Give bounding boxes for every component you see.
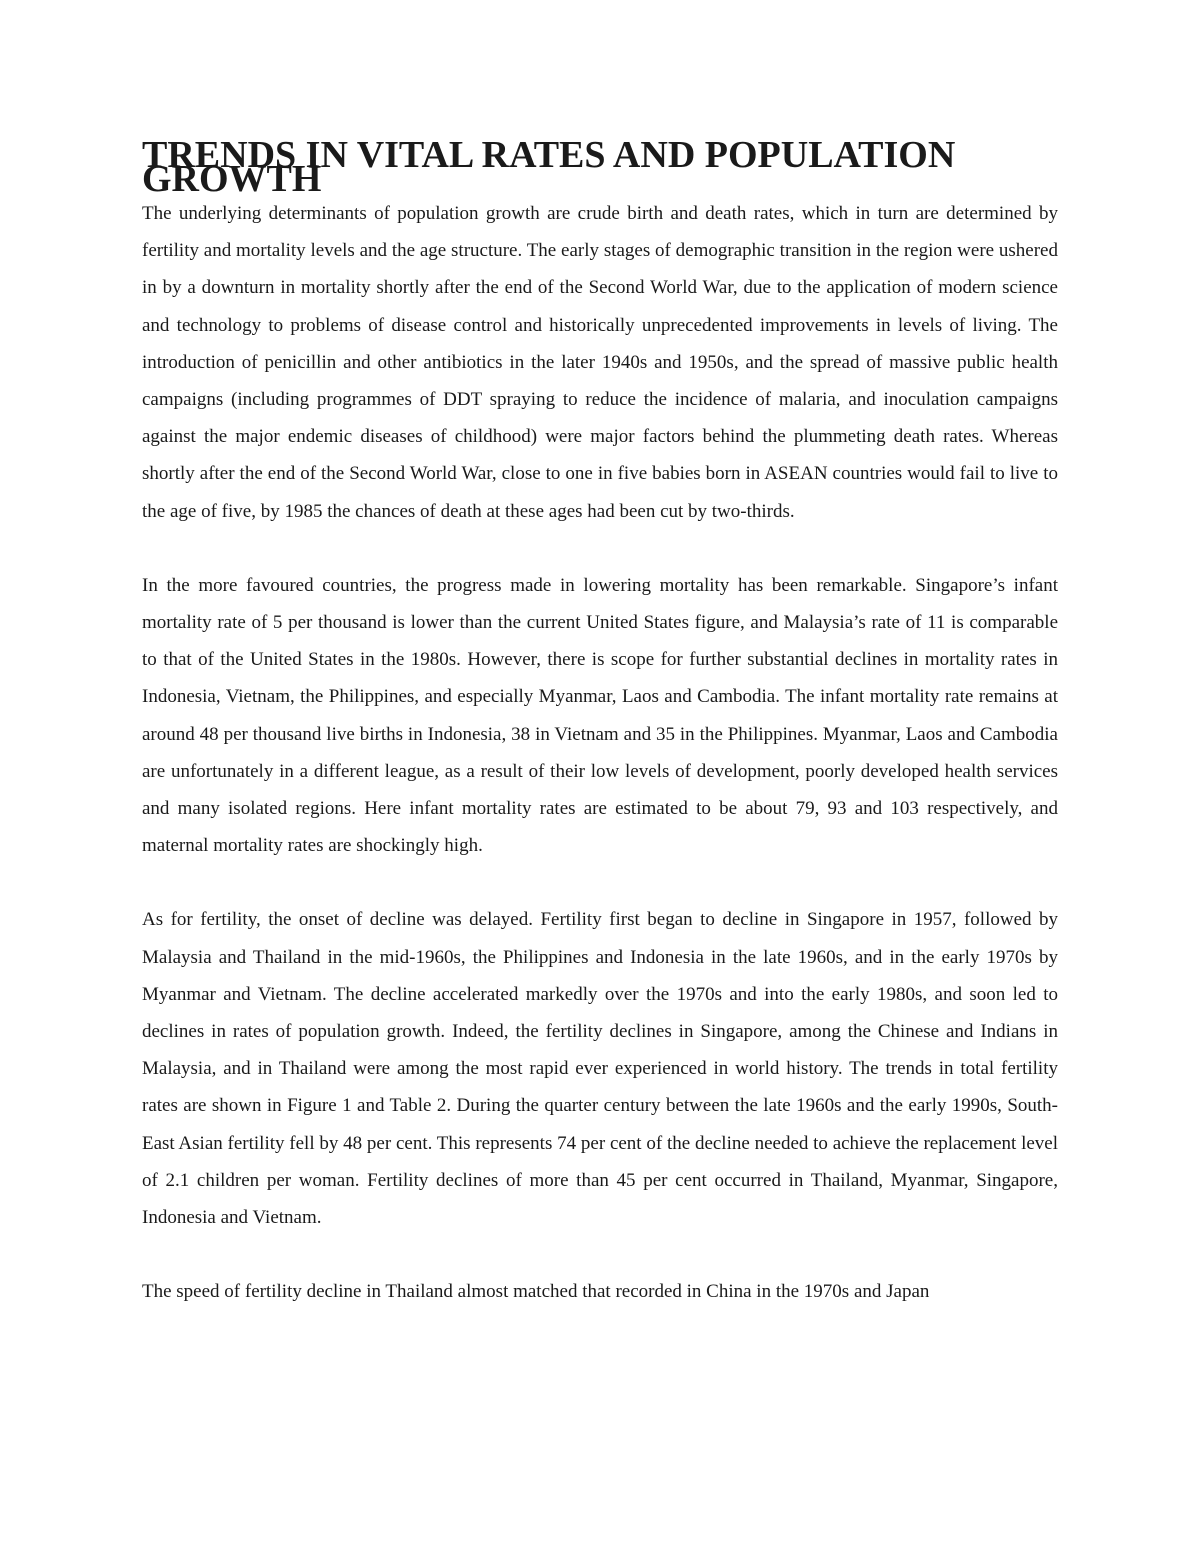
paragraph-infant-mortality: In the more favoured countries, the progress made in lowering mortality has been remarkable. Singapore’s infant mortality rate of 5 per thousand is lower than the current United States figure, and Malaysia’s rate of 11 is comparable to that of the United States in the 1980s. However, there is scope for further substantial declines in mortality rates in Indonesia, Vietnam, the Philippines, and especially Myanmar, Laos and Cambodia. The infant mortality rate remains at around 48 per thousand live births in Indonesia, 38 in Vietnam and 35 in the Philippines. Myanmar, Laos and Cambodia are unfortunately in a different league, as a result of their low levels of development, poorly developed health services and many isolated regions. Here infant mortality rates are estimated to be about 79, 93 and 103 respectively, and maternal mortality rates are shockingly high. (142, 574, 1058, 857)
document-page (142, 134, 1058, 1310)
paragraph-gap (142, 864, 1058, 901)
paragraph-thailand-speed: The speed of fertility decline in Thailand almost matched that recorded in China in the 1970s and Japan (142, 1281, 930, 1303)
paragraph-gap (142, 530, 1058, 567)
paragraph-gap (142, 1236, 1058, 1273)
document-heading: TRENDS IN VITAL RATES AND POPULATION GROWTH (142, 134, 956, 200)
paragraph-fertility-decline: As for fertility, the onset of decline was delayed. Fertility first began to decline in Singapore in 1957, followed by Malaysia and Thailand in the mid-1960s, the Philippines and Indonesia in the late 1960s, and in the early 1970s by Myanmar and Vietnam. The decline accelerated markedly over the 1970s and into the early 1980s, and soon led to declines in rates of population growth. Indeed, the fertility declines in Singapore, among the Chinese and Indians in Malaysia, and in Thailand were among the most rapid ever experienced in world history. The trends in total fertility rates are shown in Figure 1 and Table 2. During the quarter century between the late 1960s and the early 1990s, South- East Asian fertility fell by 48 per cent. This represents 74 per cent of the decline needed to achieve the replacement level of 2.1 children per woman. Fertility declines of more than 45 per cent occurred in Thailand, Myanmar, Singapore, Indonesia and Vietnam. (142, 909, 1058, 1229)
paragraph-mortality-transition: The underlying determinants of population growth are crude birth and death rates, which in turn are determined by fertility and mortality levels and the age structure. The early stages of demographic transition in the region were ushered in by a downturn in mortality shortly after the end of the Second World War, due to the application of modern science and technology to problems of disease control and historically unprecedented improvements in levels of living. The introduction of penicillin and other antibiotics in the later 1940s and 1950s, and the spread of massive public health campaigns (including programmes of DDT spraying to reduce the incidence of malaria, and inoculation campaigns against the major endemic diseases of childhood) were major factors behind the plummeting death rates. Whereas shortly after the end of the Second World War, close to one in five babies born in ASEAN countries would fail to live to the age of five, by 1985 the chances of death at these ages had been cut by two-thirds. (142, 203, 1058, 522)
